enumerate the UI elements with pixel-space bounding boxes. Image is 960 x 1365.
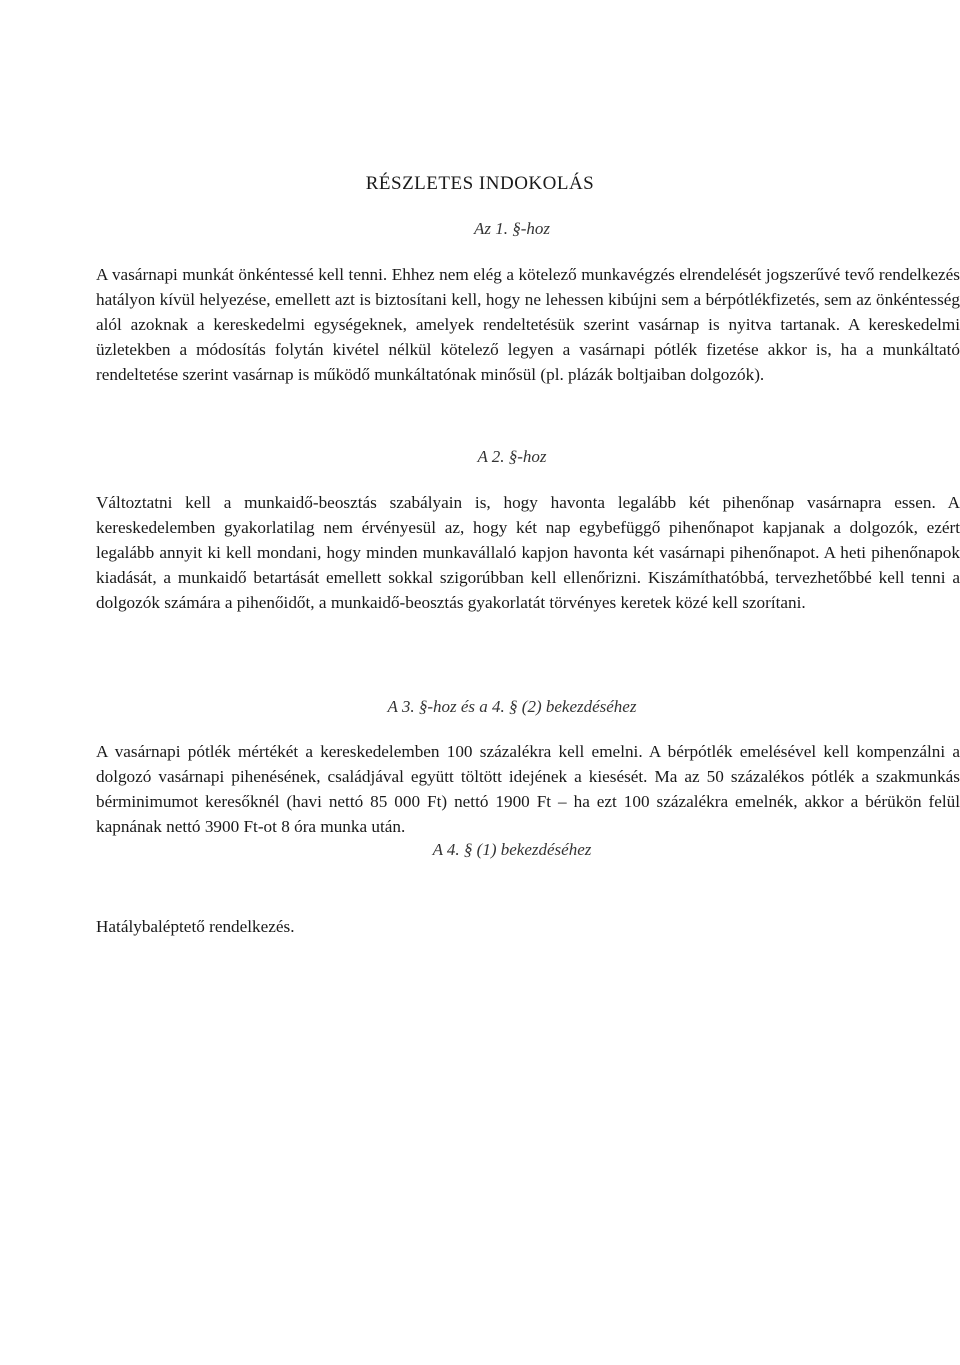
section-heading-3: A 3. §-hoz és a 4. § (2) bekezdéséhez: [387, 697, 637, 716]
document-title: RÉSZLETES INDOKOLÁS: [365, 173, 595, 194]
section-paragraph-3: A vasárnapi pótlék mértékét a kereskedelemben 100 százalékra kell emelni. A bérpótlék emelésével kell kompenzálni a dolgozó vasárnapi pihenésének, családjával együtt töltött idejének a kiesését. Ma az 50 százalékos pótlék a szakmunkás bérminimumot keresőknél (havi nettó 85 000 Ft) nettó 1900 Ft – ha ezt 100 százalékra emelnék, akkor a bérükön felül kapnának nettó 3900 Ft-ot 8 óra munka után.: [96, 742, 960, 836]
section-paragraph-2: Változtatni kell a munkaidő-beosztás szabályain is, hogy havonta legalább két pihenőnap vasárnapra essen. A kereskedelemben gyakorlatilag nem érvényesül az, hogy két nap egybefüggő pihenőnapot kapjanak a dolgozók, ezért legalább annyit ki kell mondani, hogy minden munkavállaló kapjon havonta két vasárnapi pihenőnapot. A heti pihenőnapok kiadását, a munkaidő betartását emellett sokkal szigorúbban kell ellenőrizni. Kiszámíthatóbbá, tervezhetőbbé kell tenni a dolgozók számára a pihenőidőt, a munkaidő-beosztás gyakorlatát törvényes keretek közé kell szorítani.: [96, 493, 960, 612]
section-heading-2: A 2. §-hoz: [477, 447, 547, 466]
section-heading-4: A 4. § (1) bekezdéséhez: [432, 840, 592, 859]
section-heading-1: Az 1. §-hoz: [473, 219, 551, 238]
section-paragraph-4: Hatálybaléptető rendelkezés.: [96, 917, 295, 936]
section-paragraph-1: A vasárnapi munkát önkéntessé kell tenni. Ehhez nem elég a kötelező munkavégzés elrendelését jogszerűvé tevő rendelkezés hatályon kívül helyezése, emellett azt is biztosítani kell, hogy ne lehessen kibújni sem a bérpótlékfizetés, sem az önkéntesség alól azoknak a kereskedelmi egységeknek, amelyek rendeltetésük szerint vasárnap is nyitva tartanak. A kereskedelmi üzletekben a módosítás folytán kivétel nélkül kötelező legyen a vasárnapi pótlék fizetése akkor is, ha a munkáltató rendeltetése szerint vasárnap is működő munkáltatónak minősül (pl. plázák boltjaiban dolgozók).: [96, 265, 960, 384]
